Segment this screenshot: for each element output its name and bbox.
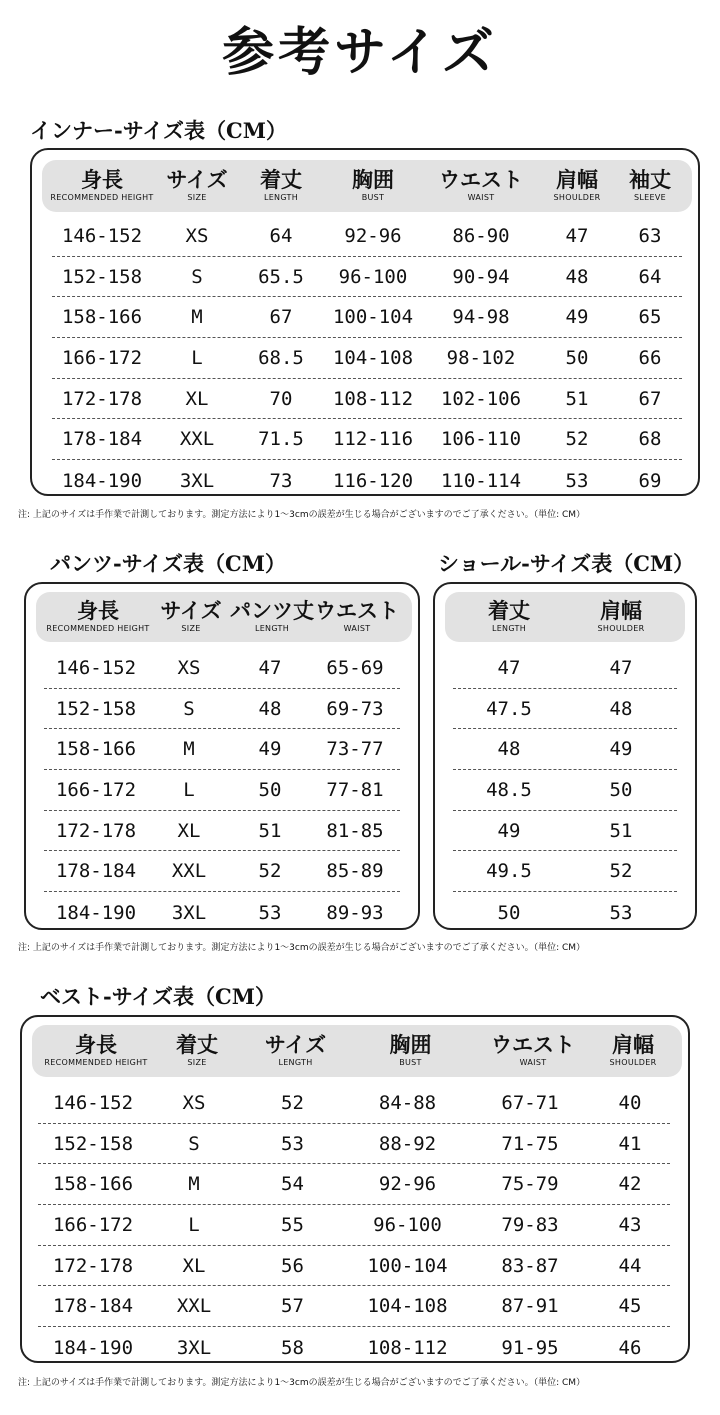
shawl-cell: 51 [609, 819, 633, 842]
inner-cell: 64 [638, 265, 662, 288]
pants-cell: 158-166 [55, 738, 137, 761]
inner-cell: 47 [565, 224, 589, 247]
pants-cell: 152-158 [55, 697, 137, 720]
inner-cell: 51 [565, 387, 589, 410]
table-row [38, 1205, 670, 1246]
pants-header-sublabel: SIZE [181, 624, 201, 633]
pants-cell: 178-184 [55, 860, 137, 883]
vest-size-table [20, 1015, 690, 1363]
inner-cell: 3XL [179, 469, 215, 492]
pants-cell: L [183, 778, 195, 801]
vest-cell: 146-152 [52, 1091, 134, 1114]
vest-cell: M [188, 1173, 200, 1196]
pants-header-label: サイズ [160, 599, 222, 623]
vest-header-label: 着丈 [176, 1033, 218, 1057]
table-row [44, 648, 400, 689]
inner-header-sublabel: SIZE [187, 193, 207, 202]
inner-header-cell [618, 160, 682, 212]
inner-cell: 184-190 [61, 469, 143, 492]
inner-cell: 70 [269, 387, 293, 410]
table-row [44, 770, 400, 811]
vest-cell: 42 [618, 1173, 642, 1196]
shawl-cell: 49 [609, 738, 633, 761]
inner-table-title: インナー-サイズ表（CM） [30, 118, 287, 143]
pants-cell: 53 [258, 901, 282, 924]
inner-cell: 92-96 [344, 224, 402, 247]
vest-cell: 84-88 [378, 1091, 437, 1114]
table-row [453, 648, 677, 689]
vest-header-cell [593, 1025, 673, 1077]
page-title: 参考サイズ [222, 22, 498, 83]
shawl-table-title: ショール-サイズ表（CM） [438, 551, 695, 576]
vest-cell: 43 [618, 1213, 642, 1236]
inner-header-sublabel: RECOMMENDED HEIGHT [50, 193, 154, 202]
inner-cell: 98-102 [446, 346, 516, 369]
inner-cell: XXL [179, 428, 215, 451]
vest-cell: 40 [618, 1091, 642, 1114]
table-row [453, 892, 677, 933]
shawl-header-sublabel: LENGTH [491, 624, 527, 633]
inner-cell: 172-178 [61, 387, 143, 410]
table-row [453, 852, 677, 893]
pants-cell: 3XL [171, 901, 207, 924]
table-row [44, 689, 400, 730]
pants-cell: 81-85 [326, 819, 384, 842]
inner-cell: 146-152 [61, 224, 143, 247]
pants-header-cell [312, 592, 402, 642]
vest-header-label: ウエスト [491, 1033, 575, 1057]
inner-header-label: 袖丈 [629, 168, 671, 192]
vest-cell: 79-83 [501, 1213, 559, 1236]
vest-note: 注: 上記のサイズは手作業で計測しております。測定方法により1〜3cmの誤差が生じる場合がございますのでご了承ください。（単位: CM） [18, 1378, 586, 1388]
vest-cell: 55 [281, 1213, 304, 1236]
table-row [38, 1246, 670, 1287]
pants-size-table [24, 582, 420, 930]
inner-cell: 108-112 [332, 387, 414, 410]
inner-cell: M [191, 306, 203, 329]
vest-cell: 52 [281, 1091, 304, 1114]
table-row [44, 811, 400, 852]
vest-cell: 41 [618, 1132, 642, 1155]
inner-cell: 65.5 [258, 265, 304, 288]
vest-cell: 67-71 [501, 1091, 559, 1114]
inner-cell: 94-98 [452, 306, 510, 329]
vest-header-cell [348, 1025, 473, 1077]
inner-cell: 110-114 [440, 469, 522, 492]
shawl-header-sublabel: SHOULDER [597, 624, 645, 633]
shawl-cell: 47.5 [486, 697, 532, 720]
inner-header-row [42, 160, 692, 212]
inner-header-cell [536, 160, 618, 212]
inner-header-cell [152, 160, 242, 212]
inner-header-sublabel: LENGTH [263, 193, 299, 202]
shawl-cell: 48.5 [486, 778, 532, 801]
pants-header-cell [46, 592, 150, 642]
inner-cell: 102-106 [440, 387, 522, 410]
vest-cell: 172-178 [52, 1254, 134, 1277]
table-row [52, 379, 682, 420]
pants-cell: 166-172 [55, 778, 137, 801]
pants-cell: XXL [171, 860, 207, 883]
inner-cell: S [191, 265, 203, 288]
pants-cell: M [183, 738, 195, 761]
vest-cell: 100-104 [367, 1254, 448, 1277]
table-row [453, 770, 677, 811]
inner-cell: 49 [565, 306, 589, 329]
vest-cell: S [188, 1132, 200, 1155]
inner-cell: 68.5 [258, 346, 304, 369]
vest-header-cell [243, 1025, 348, 1077]
vest-cell: 184-190 [52, 1336, 134, 1359]
vest-header-row [32, 1025, 682, 1077]
inner-cell: 65 [638, 306, 662, 329]
inner-cell: 112-116 [332, 428, 414, 451]
pants-header-row [36, 592, 412, 642]
shawl-cell: 47 [497, 656, 521, 679]
pants-header-sublabel: LENGTH [254, 624, 290, 633]
vest-cell: XS [182, 1091, 206, 1114]
inner-cell: 71.5 [258, 428, 304, 451]
vest-header-cell [151, 1025, 243, 1077]
table-row [52, 460, 682, 501]
vest-cell: 3XL [176, 1336, 212, 1359]
inner-cell: 48 [565, 265, 589, 288]
vest-cell: L [188, 1213, 200, 1236]
shawl-header-cell [453, 592, 565, 642]
vest-header-cell [473, 1025, 593, 1077]
pants-header-label: ウエスト [315, 599, 399, 623]
vest-cell: 88-92 [378, 1132, 437, 1155]
inner-cell: 116-120 [332, 469, 414, 492]
pants-cell: 184-190 [55, 901, 137, 924]
inner-header-label: サイズ [166, 168, 228, 192]
vest-cell: 45 [618, 1295, 642, 1318]
shawl-header-cell [565, 592, 677, 642]
pants-cell: 69-73 [326, 697, 384, 720]
shawl-cell: 48 [497, 738, 521, 761]
vest-header-label: 肩幅 [612, 1033, 654, 1057]
table-row [44, 892, 400, 933]
shawl-cell: 52 [609, 860, 633, 883]
shawl-cell: 47 [609, 656, 633, 679]
shawl-header-label: 肩幅 [600, 599, 642, 623]
inner-cell: 152-158 [61, 265, 143, 288]
inner-cell: 53 [565, 469, 589, 492]
pants-cell: 172-178 [55, 819, 137, 842]
inner-cell: 66 [638, 346, 662, 369]
pants-header-cell [150, 592, 232, 642]
table-row [52, 216, 682, 257]
inner-cell: 50 [565, 346, 589, 369]
vest-cell: 96-100 [373, 1213, 442, 1236]
inner-cell: XS [185, 224, 209, 247]
pants-cell: 47 [258, 656, 282, 679]
vest-cell: 46 [618, 1336, 642, 1359]
vest-header-cell [41, 1025, 151, 1077]
table-row [52, 257, 682, 298]
vest-header-sublabel: SIZE [187, 1058, 207, 1067]
vest-header-label: 身長 [75, 1033, 117, 1057]
pants-cell: 85-89 [326, 860, 384, 883]
inner-header-cell [426, 160, 536, 212]
pants-header-label: 身長 [77, 599, 119, 623]
vest-cell: 75-79 [501, 1173, 559, 1196]
inner-cell: 178-184 [61, 428, 143, 451]
inner-cell: 64 [269, 224, 293, 247]
pants-cell: 49 [258, 738, 282, 761]
vest-cell: 56 [281, 1254, 304, 1277]
vest-cell: 53 [281, 1132, 304, 1155]
vest-cell: 87-91 [501, 1295, 559, 1318]
vest-header-label: サイズ [264, 1033, 327, 1057]
inner-header-label: 着丈 [260, 168, 302, 192]
inner-header-sublabel: SHOULDER [553, 193, 601, 202]
inner-cell: 90-94 [452, 265, 510, 288]
table-row [38, 1287, 670, 1328]
vest-cell: 178-184 [52, 1295, 134, 1318]
shawl-cell: 50 [497, 901, 521, 924]
table-row [52, 420, 682, 461]
pants-header-sublabel: RECOMMENDED HEIGHT [46, 624, 150, 633]
table-row [38, 1164, 670, 1205]
inner-size-table [30, 148, 700, 496]
table-row [44, 852, 400, 893]
table-row [52, 297, 682, 338]
pants-cell: 65-69 [326, 656, 384, 679]
inner-note: 注: 上記のサイズは手作業で計測しております。測定方法により1〜3cmの誤差が生じる場合がございますのでご了承ください。（単位: CM） [18, 510, 586, 520]
pants-cell: 52 [258, 860, 282, 883]
pants-cell: 51 [258, 819, 282, 842]
inner-cell: 68 [638, 428, 662, 451]
pants-cell: 50 [258, 778, 282, 801]
inner-cell: 106-110 [440, 428, 522, 451]
table-row [44, 729, 400, 770]
vest-header-sublabel: SHOULDER [609, 1058, 657, 1067]
inner-cell: XL [185, 387, 209, 410]
pants-cell: S [183, 697, 195, 720]
vest-header-label: 胸囲 [389, 1033, 432, 1057]
pants-shawl-note: 注: 上記のサイズは手作業で計測しております。測定方法により1〜3cmの誤差が生じる場合がございますのでご了承ください。（単位: CM） [18, 943, 586, 953]
inner-header-sublabel: BUST [361, 193, 385, 202]
inner-cell: 158-166 [61, 306, 143, 329]
vest-cell: 58 [281, 1336, 304, 1359]
vest-cell: 104-108 [367, 1295, 448, 1318]
inner-cell: 63 [638, 224, 662, 247]
inner-cell: L [191, 346, 203, 369]
inner-cell: 104-108 [332, 346, 414, 369]
inner-cell: 67 [269, 306, 293, 329]
inner-cell: 86-90 [452, 224, 510, 247]
shawl-size-table [433, 582, 697, 930]
table-row [52, 338, 682, 379]
table-row [38, 1083, 670, 1124]
pants-cell: 146-152 [55, 656, 137, 679]
inner-cell: 166-172 [61, 346, 143, 369]
table-row [453, 811, 677, 852]
pants-header-cell [232, 592, 312, 642]
inner-header-cell [242, 160, 320, 212]
vest-cell: 92-96 [378, 1173, 437, 1196]
vest-header-sublabel: RECOMMENDED HEIGHT [44, 1058, 148, 1067]
inner-header-sublabel: WAIST [467, 193, 495, 202]
vest-cell: 44 [618, 1254, 642, 1277]
vest-cell: 54 [281, 1173, 304, 1196]
inner-header-label: 身長 [81, 168, 123, 192]
pants-cell: 77-81 [326, 778, 384, 801]
inner-cell: 96-100 [338, 265, 408, 288]
inner-header-label: 肩幅 [556, 168, 598, 192]
vest-cell: 166-172 [52, 1213, 134, 1236]
inner-cell: 52 [565, 428, 589, 451]
table-row [453, 729, 677, 770]
vest-cell: 83-87 [501, 1254, 559, 1277]
shawl-cell: 49.5 [486, 860, 532, 883]
pants-cell: 89-93 [326, 901, 384, 924]
vest-cell: 108-112 [367, 1336, 448, 1359]
inner-header-sublabel: SLEEVE [634, 193, 666, 202]
table-row [38, 1327, 670, 1368]
pants-cell: 73-77 [326, 738, 384, 761]
inner-header-cell [52, 160, 152, 212]
shawl-header-label: 着丈 [488, 599, 530, 623]
pants-header-sublabel: WAIST [343, 624, 371, 633]
pants-cell: XL [177, 819, 201, 842]
shawl-cell: 50 [609, 778, 633, 801]
inner-cell: 100-104 [332, 306, 414, 329]
vest-table-title: ベスト-サイズ表（CM） [40, 984, 276, 1009]
shawl-cell: 53 [609, 901, 633, 924]
pants-table-title: パンツ-サイズ表（CM） [50, 551, 286, 576]
inner-header-cell [320, 160, 426, 212]
inner-header-label: 胸囲 [352, 168, 394, 192]
shawl-cell: 49 [497, 819, 521, 842]
shawl-header-row [445, 592, 685, 642]
inner-cell: 69 [638, 469, 662, 492]
inner-header-label: ウエスト [439, 168, 523, 192]
vest-header-sublabel: LENGTH [278, 1058, 313, 1067]
vest-cell: 91-95 [501, 1336, 559, 1359]
vest-cell: 57 [281, 1295, 304, 1318]
inner-cell: 73 [269, 469, 293, 492]
inner-cell: 67 [638, 387, 662, 410]
vest-cell: 71-75 [501, 1132, 559, 1155]
shawl-cell: 48 [609, 697, 633, 720]
vest-cell: XXL [176, 1295, 212, 1318]
pants-header-label: パンツ丈 [230, 599, 314, 623]
vest-cell: 158-166 [52, 1173, 134, 1196]
pants-cell: 48 [258, 697, 282, 720]
pants-cell: XS [177, 656, 201, 679]
vest-cell: XL [182, 1254, 206, 1277]
vest-header-sublabel: WAIST [519, 1058, 547, 1067]
vest-cell: 152-158 [52, 1132, 134, 1155]
table-row [453, 689, 677, 730]
table-row [38, 1124, 670, 1165]
vest-header-sublabel: BUST [399, 1058, 422, 1067]
